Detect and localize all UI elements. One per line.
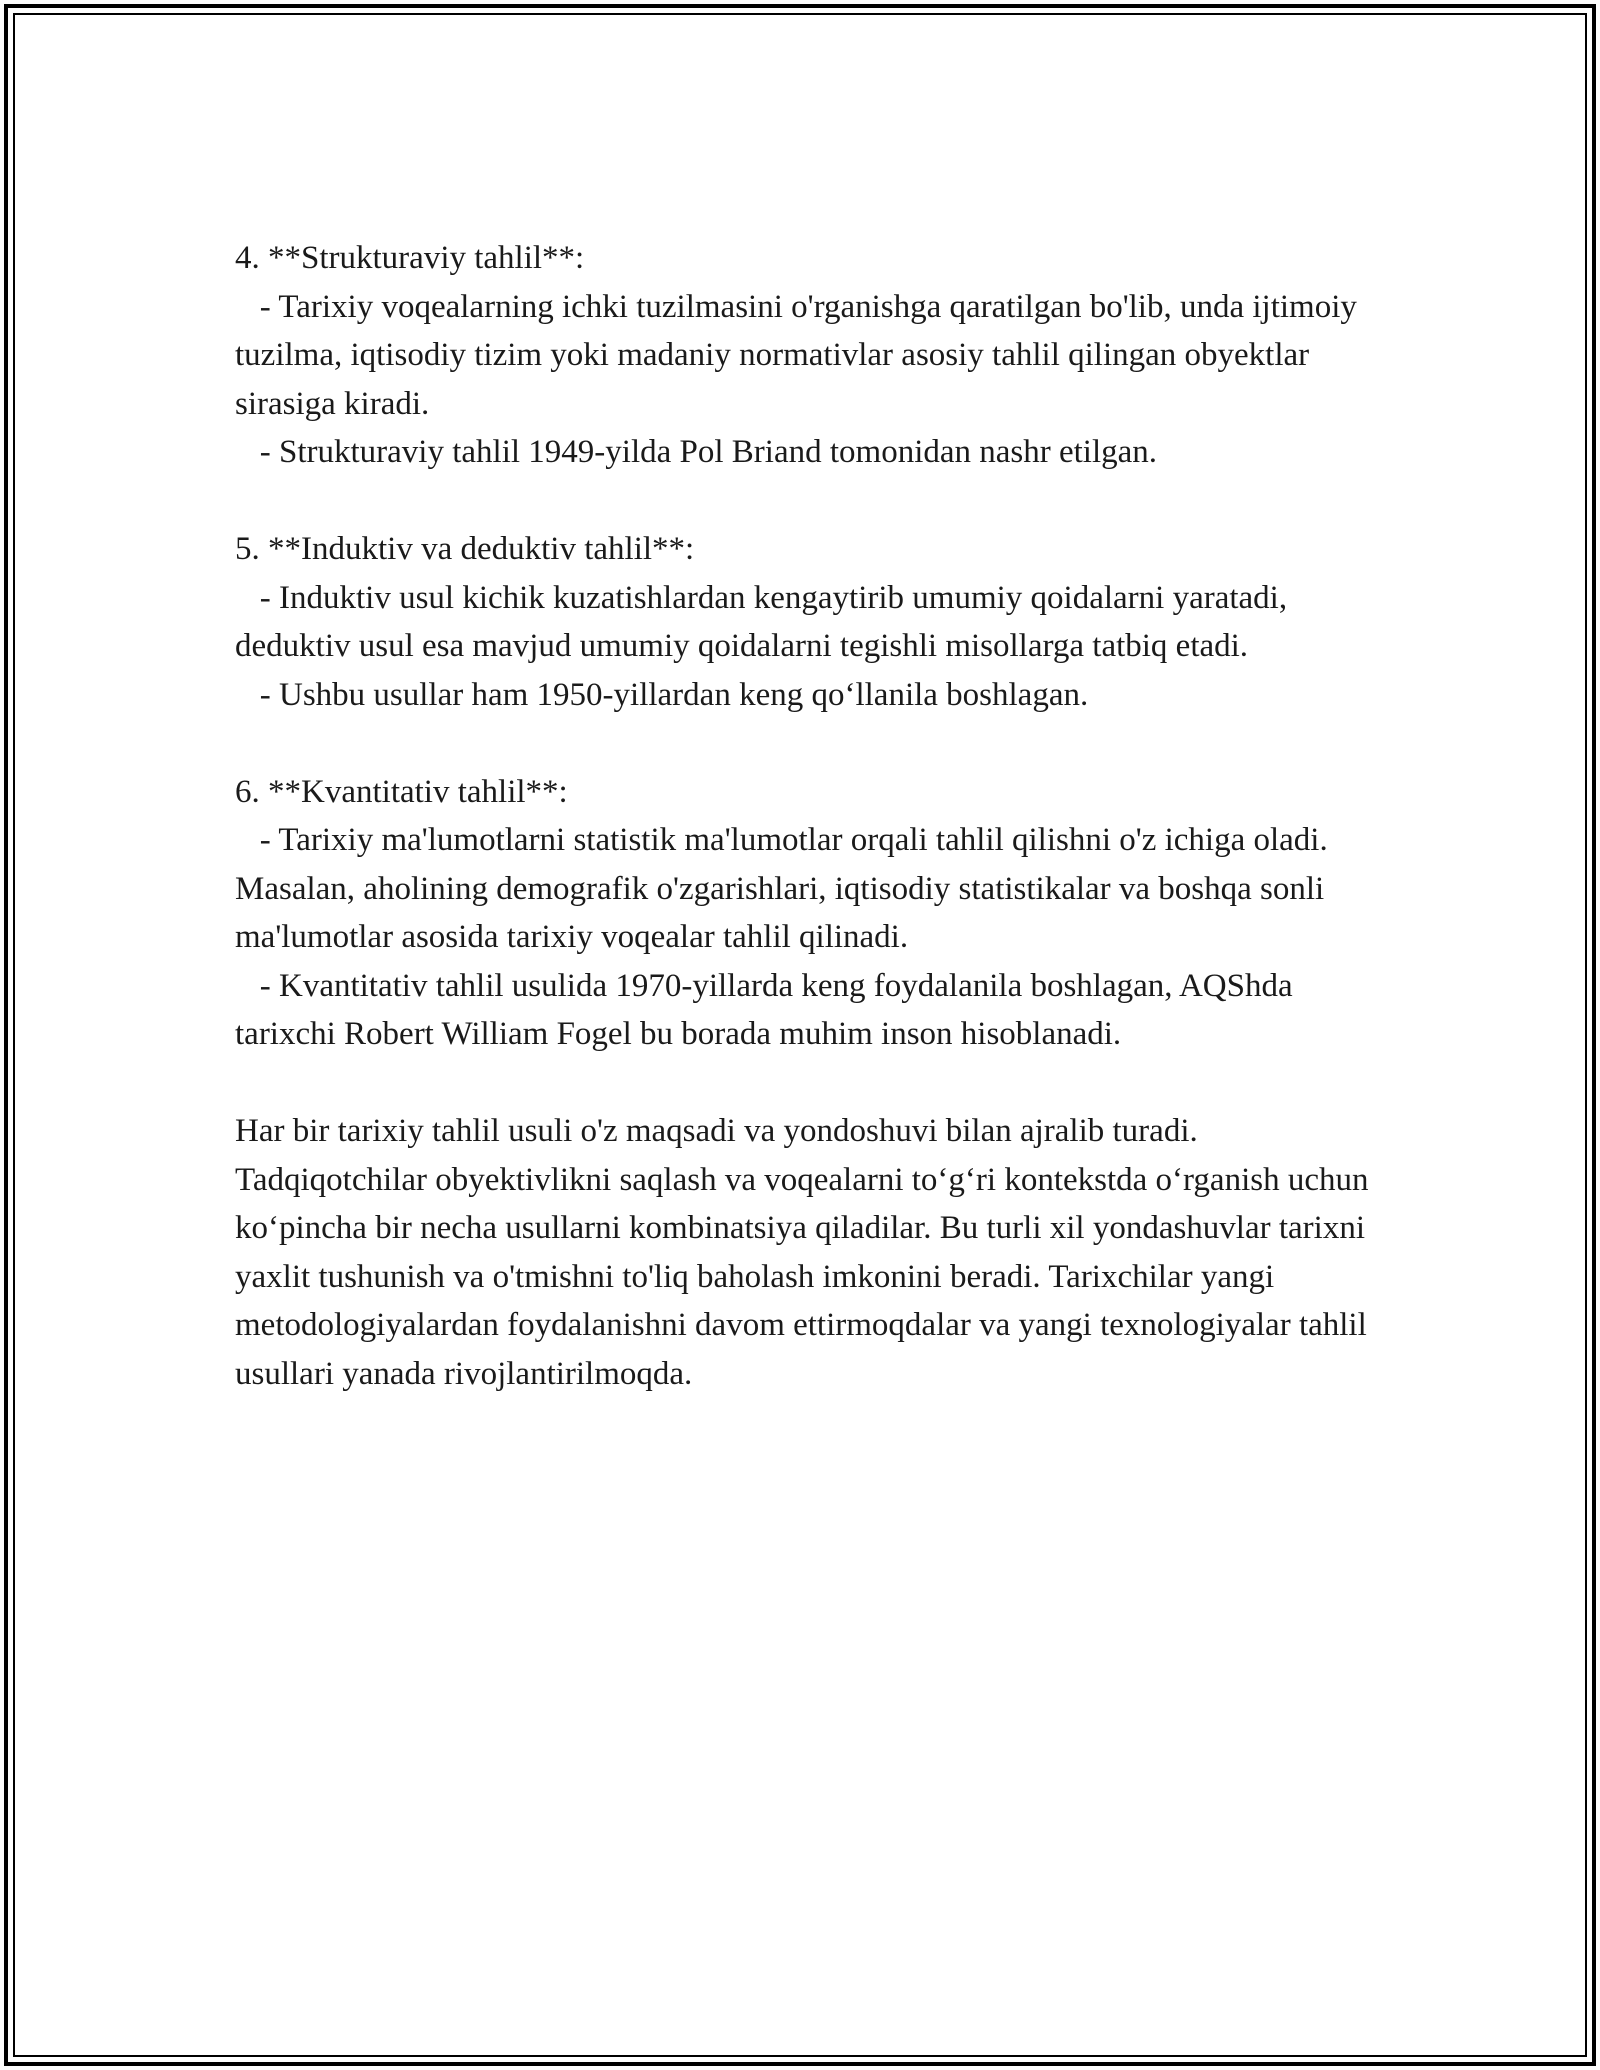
section-bullet: - Strukturaviy tahlil 1949-yilda Pol Briand tomonidan nashr etilgan. [235,434,1158,470]
section-heading: 4. **Strukturaviy tahlil**: [235,240,585,276]
section-bullet: - Kvantitativ tahlil usulida 1970-yillarda keng foydalanila boshlagan, AQShda tarixchi Robert William Fogel bu borada muhim inson hisoblanadi. [235,967,1301,1052]
section-heading: 6. **Kvantitativ tahlil**: [235,773,568,810]
paragraph-gap [235,1059,1395,1108]
section-bullet: - Tarixiy voqealarning ichki tuzilmasini o'rganishga qaratilgan bo'lib, unda ijtimoiy tuzilma, iqtisodiy tizim yoki madaniy normativlar asosiy tahlil qilingan obyektlar sirasiga kiradi. [235,288,1366,422]
section-heading: 5. **Induktiv va deduktiv tahlil**: [235,531,695,567]
paragraph-gap [235,477,1395,526]
conclusion-paragraph: Har bir tarixiy tahlil usuli o'z maqsadi va yondoshuvi bilan ajralib turadi. Tadqiqotchilar obyektivlikni saqlash va voqealarni to‘g‘ri kontekstda o‘rganish uchun ko‘pincha bir necha usullarni kombinatsiya qiladilar. Bu turli xil yondashuvlar tarixni yaxlit tushunish va o'tmishni to'liq baholash imkonini beradi. Tarixchilar yangi metodologiyalardan foydalanishni davom ettirmoqdalar va yangi texnologiyalar tahlil usullari yanada rivojlantirilmoqda. [235,1113,1369,1392]
paragraph-gap [235,719,1395,768]
section-bullet: - Induktiv usul kichik kuzatishlardan kengaytirib umumiy qoidalarni yaratadi, deduktiv usul esa mavjud umumiy qoidalarni tegishli misollarga tatbiq etadi. [235,579,1296,664]
section-bullet: - Ushbu usullar ham 1950-yillardan keng qo‘llanila boshlagan. [235,676,1089,713]
section-bullet: - Tarixiy ma'lumotlarni statistik ma'lumotlar orqali tahlil qilishni o'z ichiga oladi. Masalan, aholining demografik o'zgarishlari, iqtisodiy statistikalar va boshqa sonli ma'lumotlar asosida tarixiy voqealar tahlil qilinadi. [235,822,1336,955]
document-body [235,234,1395,1398]
